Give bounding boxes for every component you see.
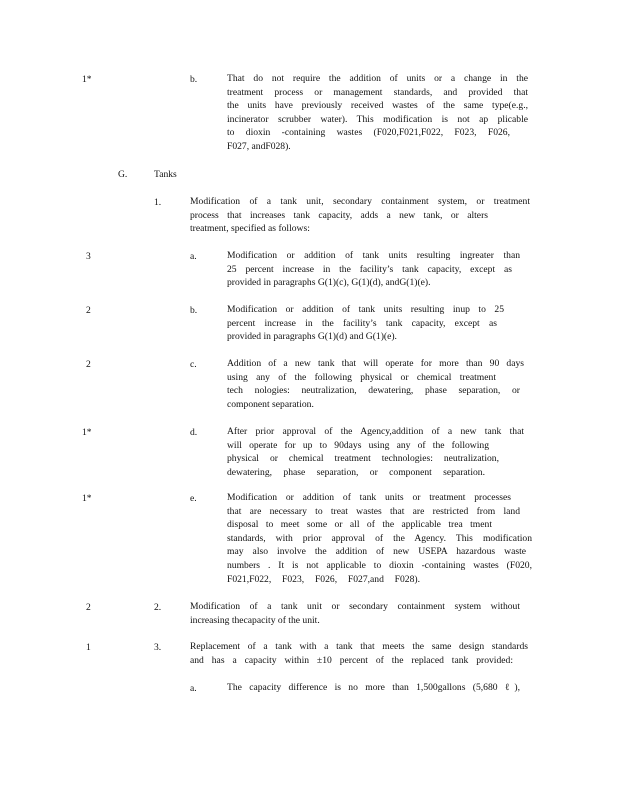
class-code-1a: 3	[86, 251, 91, 262]
item-marker-1d: d.	[190, 427, 198, 438]
class-code-1c: 2	[86, 359, 91, 370]
text-line: process that increases tank capacity, adds a new tank, or alters	[190, 209, 488, 221]
paragraph-1e	[227, 491, 532, 586]
text-line: that are necessary to treat wastes that are restricted from land	[227, 505, 520, 517]
item-number-1: 1.	[154, 197, 162, 208]
text-line: and has a capacity within ±10 percent of the replaced tank provided:	[190, 654, 513, 666]
text-line: treatment, specified as follows:	[190, 223, 310, 235]
text-line: using any of the following physical or chemical treatment	[227, 371, 496, 383]
item-marker-1b: b.	[190, 305, 198, 316]
section-title: Tanks	[154, 169, 177, 180]
class-code-1d: 1*	[82, 427, 92, 438]
item-marker-1a: a.	[190, 251, 197, 262]
section-letter: G.	[118, 169, 128, 180]
text-line: That do not require the addition of units or a change in the	[227, 73, 528, 84]
text-line: standards, with prior approval of the Agency. This modification	[227, 532, 532, 544]
text-line: Modification or addition of tank units resulting ingreater than	[227, 250, 520, 261]
text-line: treatment process or management standards, and provided that	[227, 86, 528, 98]
text-line: The capacity difference is no more than 1,500gallons (5,680 ℓ),	[227, 682, 520, 693]
text-line: dewatering, phase separation, or component separation.	[227, 466, 485, 478]
paragraph-1a	[227, 249, 520, 290]
paragraph-1d	[227, 425, 524, 479]
paragraph-item-2	[190, 600, 520, 627]
text-line: may also involve the addition of new USEPA hazardous waste	[227, 546, 526, 558]
text-line: F027, andF028).	[227, 140, 291, 152]
paragraph-item-3	[190, 640, 528, 667]
text-line: increasing thecapacity of the unit.	[190, 614, 320, 626]
paragraph-3a	[227, 681, 520, 695]
item-marker-b-1: b.	[190, 74, 198, 85]
paragraph-item-1	[190, 195, 530, 236]
text-line: provided in paragraphs G(1)(d) and G(1)(e).	[227, 331, 397, 343]
text-line: tech nologies: neutralization, dewatering, phase separation, or	[227, 385, 520, 397]
text-line: numbers . It is not applicable to dioxin -containing wastes (F020,	[227, 559, 532, 571]
text-line: incinerator scrubber water). This modification is not ap plicable	[227, 113, 528, 125]
text-line: percent increase in the facility’s tank capacity, except as	[227, 317, 497, 329]
class-code-b-1: 1*	[82, 74, 92, 85]
class-code-1e: 1*	[82, 493, 92, 504]
text-line: disposal to meet some or all of the applicable trea tment	[227, 519, 492, 531]
text-line: After prior approval of the Agency,addition of a new tank that	[227, 426, 524, 437]
item-marker-1c: c.	[190, 359, 197, 370]
text-line: will operate for up to 90days using any of the following	[227, 439, 489, 451]
text-line: physical or chemical treatment technologies: neutralization,	[227, 453, 499, 465]
text-line: component separation.	[227, 398, 314, 410]
item-number-3: 3.	[154, 642, 162, 653]
text-line: Modification of a tank unit, secondary containment system, or treatment	[190, 196, 530, 207]
text-line: 25 percent increase in the facility’s tank capacity, except as	[227, 263, 512, 275]
item-marker-3a: a.	[190, 683, 197, 694]
paragraph-1c	[227, 357, 524, 411]
paragraph-b-1	[227, 72, 528, 154]
item-number-2: 2.	[154, 602, 162, 613]
paragraph-1b	[227, 303, 504, 344]
text-line: the units have previously received wastes of the same type(e.g.,	[227, 100, 528, 112]
class-code-item-3: 1	[86, 642, 91, 653]
text-line: Replacement of a tank with a tank that meets the same design standards	[190, 641, 528, 652]
class-code-item-2: 2	[86, 602, 91, 613]
text-line: to dioxin -containing wastes (F020,F021,F022, F023, F026,	[227, 127, 510, 139]
class-code-1b: 2	[86, 305, 91, 316]
text-line: provided in paragraphs G(1)(c), G(1)(d), andG(1)(e).	[227, 277, 431, 289]
text-line: F021,F022, F023, F026, F027,and F028).	[227, 573, 420, 585]
text-line: Modification or addition of tank units or treatment processes	[227, 492, 511, 503]
text-line: Modification of a tank unit or secondary containment system without	[190, 601, 520, 612]
item-marker-1e: e.	[190, 493, 197, 504]
text-line: Modification or addition of tank units resulting inup to 25	[227, 304, 504, 315]
text-line: Addition of a new tank that will operate for more than 90 days	[227, 358, 524, 369]
